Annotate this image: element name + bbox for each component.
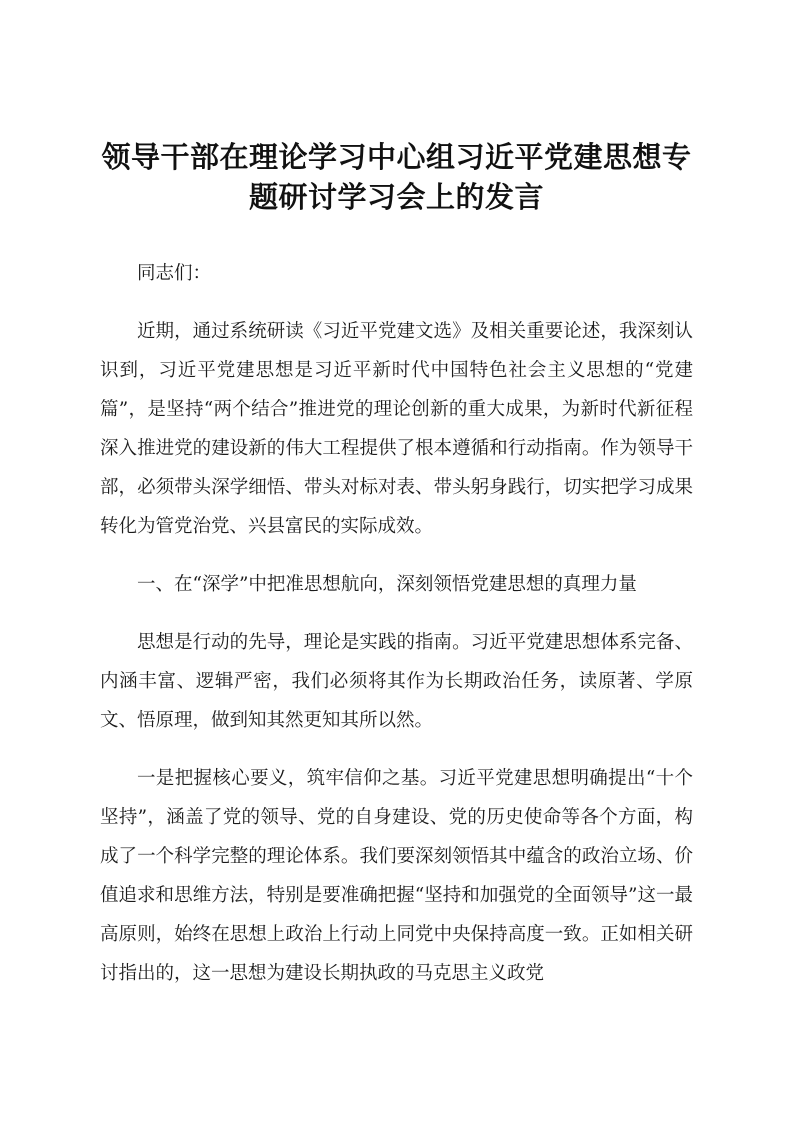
document-title: 领导干部在理论学习中心组习近平党建思想专题研讨学习会上的发言 <box>101 140 692 214</box>
salutation-paragraph: 同志们： <box>137 263 212 284</box>
body-paragraph: 一是把握核心要义，筑牢信仰之基。习近平党建思想明确提出“十个坚持”，涵盖了党的领导、党的自身建设、党的历史使命等各个方面，构成了一个科学完整的理论体系。我们要深刻领悟其中蕴含的政治立场、价值追求和思维方法，特别是要准确把握“坚持和加强党的全面领导”这一最高原则，始终在思想上政治上行动上同党中央保持高度一致。正如相关研讨指出的，这一思想为建设长期执政的马克思主义政党 <box>100 768 693 984</box>
intro-paragraph: 近期，通过系统研读《习近平党建文选》及相关重要论述，我深刻认识到，习近平党建思想是习近平新时代中国特色社会主义思想的“党建篇”，是坚持“两个结合”推进党的理论创新的重大成果，为新时代新征程深入推进党的建设新的伟大工程提供了根本遵循和行动指南。作为领导干部，必须带头深学细悟、带头对标对表、带头躬身践行，切实把学习成果转化为管党治党、兴县富民的实际成效。 <box>100 321 693 537</box>
section-heading: 一、在“深学”中把准思想航向，深刻领悟党建思想的真理力量 <box>137 574 637 595</box>
document-body <box>100 254 693 1012</box>
body-paragraph: 思想是行动的先导，理论是实践的指南。习近平党建思想体系完备、内涵丰富、逻辑严密，我们必须将其作为长期政治任务，读原著、学原文、悟原理，做到知其然更知其所以然。 <box>100 632 693 731</box>
